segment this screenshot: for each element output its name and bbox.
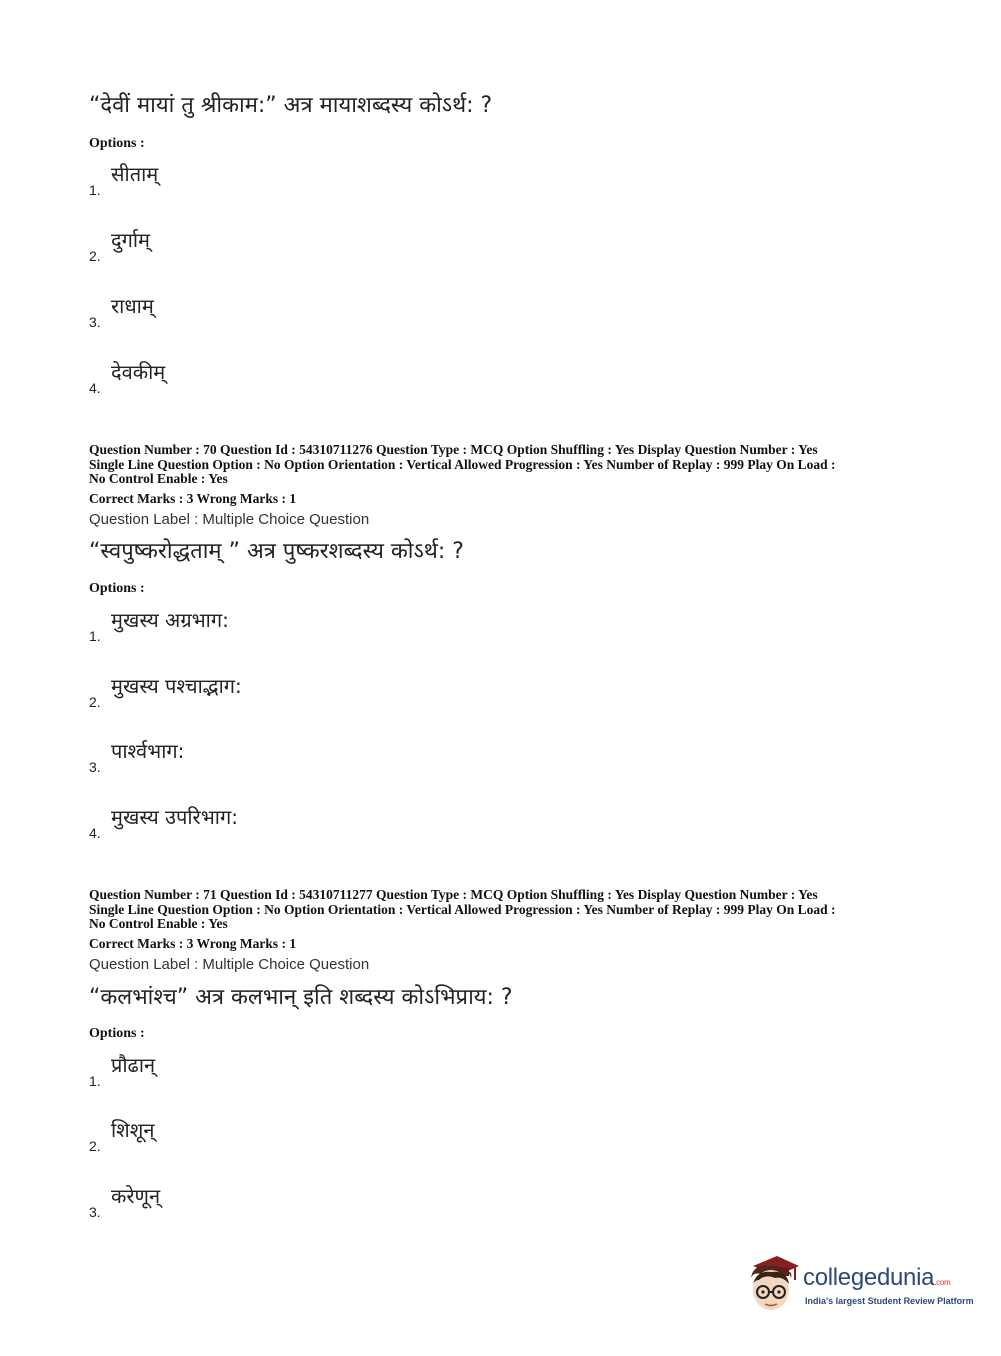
meta-line: Single Line Question Option : No Option Orientation : Vertical Allowed Progression : Yes Number of Replay : 999 Play On Load : [89, 456, 836, 472]
question-71-meta [89, 888, 919, 932]
option-number: 3. [89, 314, 101, 330]
option-text: राधाम् [111, 294, 154, 318]
meta-line: No Control Enable : Yes [89, 916, 228, 931]
question-70-label: Question Label : Multiple Choice Question [89, 511, 370, 528]
collegedunia-logo [743, 1250, 973, 1320]
question-69-text: “देवीं मायां तु श्रीकाम:” अत्र मायाशब्दस्य कोऽर्थ: ? [89, 93, 493, 118]
logo-tagline: India's largest Student Review Platform [805, 1296, 974, 1306]
logo-wordmark: collegedunia.com [803, 1264, 951, 1291]
meta-line: Question Number : 70 Question Id : 54310711276 Question Type : MCQ Option Shuffling : Yes Display Question Number : Yes [89, 442, 818, 457]
option-number: 2. [89, 248, 101, 264]
option-text: सीताम् [111, 162, 159, 186]
option-number: 4. [89, 825, 101, 841]
option-number: 2. [89, 1138, 101, 1154]
option-number: 3. [89, 1204, 101, 1220]
option-text: मुखस्य पश्चाद्भाग: [111, 674, 242, 698]
option-text: करेणून् [111, 1184, 161, 1208]
question-71-label: Question Label : Multiple Choice Question [89, 956, 370, 973]
option-text: पार्श्वभाग: [111, 739, 185, 763]
option-text: प्रौढान् [111, 1053, 156, 1077]
option-text: शिशून् [111, 1118, 155, 1142]
mascot-icon [743, 1252, 801, 1316]
option-number: 3. [89, 759, 101, 775]
option-number: 1. [89, 182, 101, 198]
option-number: 1. [89, 628, 101, 644]
question-70-meta [89, 443, 919, 487]
option-text: मुखस्य उपरिभाग: [111, 805, 238, 829]
question-71-options-label: Options : [89, 1026, 145, 1041]
question-70-text: “स्वपुष्करोद्धताम् ” अत्र पुष्करशब्दस्य कोऽर्थ: ? [89, 539, 464, 564]
meta-line: No Control Enable : Yes [89, 471, 228, 486]
option-number: 2. [89, 694, 101, 710]
meta-line: Question Number : 71 Question Id : 54310711277 Question Type : MCQ Option Shuffling : Yes Display Question Number : Yes [89, 887, 818, 902]
option-text: मुखस्य अग्रभाग: [111, 608, 229, 632]
question-69-options-label: Options : [89, 136, 145, 151]
option-text: दुर्गाम् [111, 228, 151, 252]
meta-line: Single Line Question Option : No Option Orientation : Vertical Allowed Progression : Yes Number of Replay : 999 Play On Load : [89, 901, 836, 917]
option-number: 4. [89, 380, 101, 396]
question-70-marks: Correct Marks : 3 Wrong Marks : 1 [89, 491, 297, 506]
option-number: 1. [89, 1073, 101, 1089]
question-71-marks: Correct Marks : 3 Wrong Marks : 1 [89, 936, 297, 951]
question-70-options-label: Options : [89, 581, 145, 596]
question-71-text: “कलभांश्च” अत्र कलभान् इति शब्दस्य कोऽभिप्राय: ? [89, 985, 513, 1010]
option-text: देवकीम् [111, 360, 166, 384]
logo-dotcom: .com [934, 1278, 951, 1287]
